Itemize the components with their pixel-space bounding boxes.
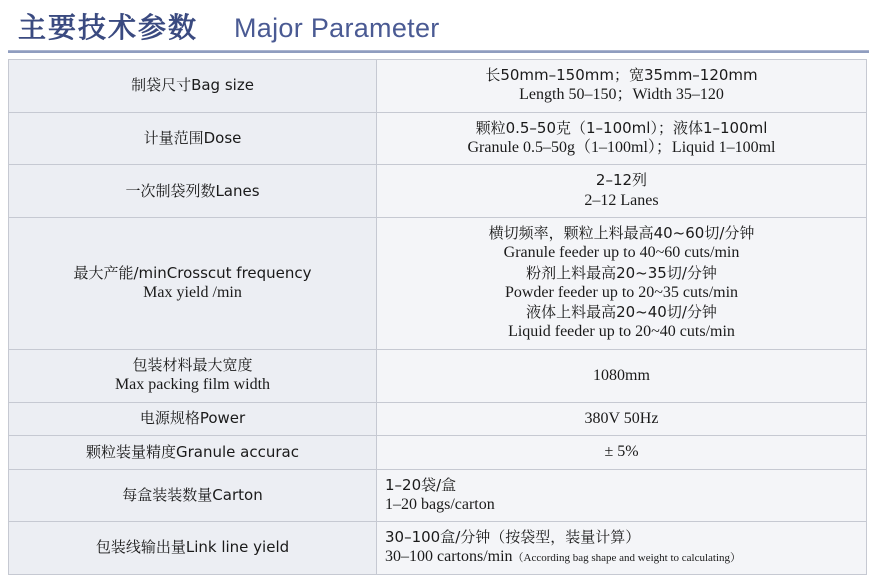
row-label-bag-size: 制袋尺寸Bag size — [9, 60, 377, 113]
row-value-power: 380V 50Hz — [377, 402, 867, 435]
header-divider — [8, 50, 869, 53]
row-value-film-width: 1080mm — [377, 349, 867, 402]
table-row — [9, 112, 867, 165]
table-row — [9, 522, 867, 575]
row-value-dose: 颗粒0.5–50克（1–100ml）；液体1–100ml Granule 0.5–50g（1–100ml）；Liquid 1–100ml — [377, 112, 867, 165]
link-line-yield-en: 30–100 cartons/min — [385, 548, 513, 566]
page-header — [0, 0, 875, 46]
row-label-max-yield: 最大产能/minCrosscut frequency Max yield /min — [9, 217, 377, 349]
table-row — [9, 165, 867, 218]
page-title-en: Major Parameter — [234, 13, 440, 43]
table-row — [9, 349, 867, 402]
table-row — [9, 60, 867, 113]
specification-table — [8, 59, 867, 575]
row-value-granule-accuracy: ± 5% — [377, 436, 867, 469]
table-row — [9, 436, 867, 469]
row-label-lanes: 一次制袋列数Lanes — [9, 165, 377, 218]
link-line-yield-note: （According bag shape and weight to calculating） — [512, 552, 742, 565]
row-value-bag-size: 长50mm–150mm；宽35mm–120mm Length 50–150；Width 35–120 — [377, 60, 867, 113]
row-value-lanes: 2–12列 2–12 Lanes — [377, 165, 867, 218]
table-row — [9, 217, 867, 349]
row-label-link-line-yield: 包装线输出量Link line yield — [9, 522, 377, 575]
row-label-granule-accuracy: 颗粒装量精度Granule accurac — [9, 436, 377, 469]
table-row — [9, 402, 867, 435]
row-label-film-width: 包装材料最大宽度 Max packing film width — [9, 349, 377, 402]
row-value-max-yield: 横切频率，颗粒上料最高40~60切/分钟 Granule feeder up to 40~60 cuts/min 粉剂上料最高20~35切/分钟 Powder feeder up to 20~35 cuts/min 液体上料最高20~40切/分钟 Liquid feeder up to 20~40 cuts/min — [377, 217, 867, 349]
table-row — [9, 469, 867, 522]
row-label-carton: 每盒装装数量Carton — [9, 469, 377, 522]
row-value-link-line-yield: 30–100盒/分钟（按袋型，装量计算） 30–100 cartons/min（According bag shape and weight to calculating） — [377, 522, 867, 575]
page-title-cn: 主要技术参数 — [18, 11, 199, 44]
row-label-dose: 计量范围Dose — [9, 112, 377, 165]
row-value-carton: 1–20袋/盒 1–20 bags/carton — [377, 469, 867, 522]
row-label-power: 电源规格Power — [9, 402, 377, 435]
